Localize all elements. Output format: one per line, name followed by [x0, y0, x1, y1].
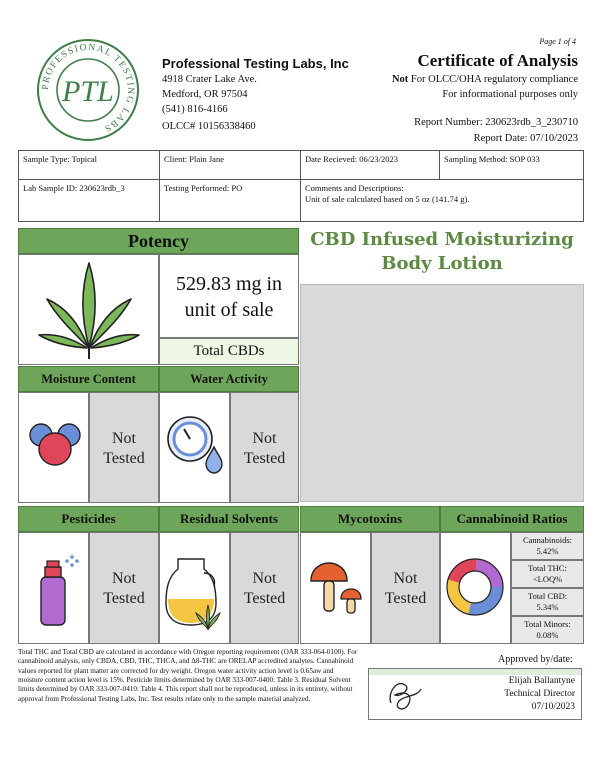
- cannabinoid-ratios-header: Cannabinoid Ratios: [440, 506, 584, 532]
- svg-text:PTL: PTL: [62, 75, 114, 108]
- ptl-logo: [36, 38, 140, 142]
- solvents-header: Residual Solvents: [159, 506, 299, 532]
- water-status-panel: [230, 392, 299, 503]
- sampling-method: Sampling Method: SOP 033: [444, 154, 540, 164]
- moisture-status-panel: [89, 392, 159, 503]
- donut-chart-icon: [441, 533, 510, 643]
- mushroom-icon: [301, 533, 370, 643]
- pesticides-header: Pesticides: [18, 506, 159, 532]
- ratio-label: Total THC:: [528, 563, 567, 573]
- potency-icon-panel: [18, 254, 159, 365]
- potency-value-panel: [159, 254, 299, 338]
- sample-type: Sample Type: Topical: [23, 154, 98, 164]
- purpose-note: For informational purposes only: [442, 89, 578, 100]
- moisture-status-line1: Not: [112, 430, 136, 447]
- document-title: Certificate of Analysis: [417, 51, 578, 70]
- molecule-icon: [19, 393, 88, 502]
- moisture-status-line2: Tested: [103, 450, 145, 467]
- sign-date: 07/10/2023: [531, 702, 575, 712]
- comments-label: Comments and Descriptions:: [305, 183, 404, 193]
- mycotoxins-header: Mycotoxins: [300, 506, 440, 532]
- pesticides-status-panel: [89, 532, 159, 644]
- ratio-label: Cannabinoids:: [522, 535, 573, 545]
- mycotoxins-status-line1: Not: [393, 570, 418, 587]
- lab-address-1: 4918 Crater Lake Ave.: [162, 74, 257, 85]
- ratios-icon-panel: [440, 532, 511, 644]
- ratio-value: 5.42%: [536, 546, 559, 557]
- ratio-value: <LOQ%: [532, 574, 563, 585]
- mycotoxins-status: [372, 569, 439, 609]
- lab-address-2: Medford, OR 97504: [162, 89, 248, 100]
- water-gauge-icon: [160, 393, 229, 502]
- product-image-placeholder: [300, 284, 584, 502]
- pesticides-icon-panel: [18, 532, 89, 644]
- date-received: Date Recieved: 06/23/2023: [305, 154, 399, 164]
- solvents-status-panel: [230, 532, 299, 644]
- water-icon-panel: [159, 392, 230, 503]
- mycotoxins-status-panel: [371, 532, 440, 644]
- pesticides-status: [90, 569, 158, 609]
- ratio-cannabinoids: [511, 532, 584, 560]
- lab-sample-id: Lab Sample ID: 230623rdb_3: [23, 183, 125, 193]
- footer-disclaimer: Total THC and Total CBD are calculated in accordance with Oregon reporting requirement (OAR 333-064-0100). For cannabinoid analysis, only CBDA, CBD, THC, THCA, and Δ8-THC are ORELAP accredited analytes. Cannabinoid values reported for plant matter are corrected for dry weight. Oregon water activity action level is 0.65aw and moisture content action level is 15%. Pesticide limits determined by OAR 333-007-0400: Table 3. Residual Solvent limits determined by OAR 333-007-0410: Table 4. This report shall not be reproduced, unless in its entirety, without approval from Professional Testing Labs, Inc. Test results relate only to the sample material analyzed.: [18, 648, 358, 703]
- compliance-note: Not For OLCC/OHA regulatory compliance: [391, 74, 578, 85]
- water-activity-header: Water Activity: [159, 366, 299, 392]
- sample-info-table: [18, 150, 584, 222]
- report-number: Report Number: 230623rdb_3_230710: [414, 117, 578, 128]
- product-name: [300, 228, 584, 284]
- potency-value-line2: unit of sale: [184, 299, 274, 321]
- ratio-total-minors: [511, 616, 584, 644]
- water-status: [231, 429, 298, 469]
- svg-text:PROFESSIONAL TESTING LABS: PROFESSIONAL TESTING LABS: [40, 42, 136, 134]
- pesticides-status-line2: Tested: [103, 590, 145, 607]
- signature-box: [368, 668, 582, 720]
- potency-label: Total CBDs: [159, 338, 299, 365]
- client: Client: Plain Jane: [164, 154, 224, 164]
- signature-band: [369, 669, 581, 675]
- comments: [301, 180, 583, 207]
- ratio-label: Total Minors:: [524, 619, 571, 629]
- ratio-value: 5.34%: [536, 602, 559, 613]
- solvents-status-line1: Not: [252, 570, 277, 587]
- product-name-line1: CBD Infused Moisturizing: [310, 229, 574, 250]
- lab-name: Professional Testing Labs, Inc: [162, 56, 349, 71]
- signer-title: Technical Director: [504, 689, 575, 699]
- ratio-total-cbd: [511, 588, 584, 616]
- moisture-header: Moisture Content: [18, 366, 159, 392]
- testing-performed: Testing Performed: PO: [164, 183, 243, 193]
- ratio-label: Total CBD:: [527, 591, 568, 601]
- pesticides-status-line1: Not: [112, 570, 136, 587]
- mycotoxins-status-line2: Tested: [384, 590, 427, 607]
- ratio-total-thc: [511, 560, 584, 588]
- potency-header: Potency: [18, 228, 299, 254]
- page-number: Page 1 of 4: [539, 37, 576, 46]
- solvents-icon-panel: [159, 532, 230, 644]
- report-date: Report Date: 07/10/2023: [473, 133, 578, 144]
- water-status-line2: Tested: [243, 450, 286, 467]
- oil-jar-icon: [160, 533, 229, 643]
- product-name-line2: Body Lotion: [381, 253, 503, 275]
- spray-bottle-icon: [19, 533, 88, 643]
- comments-text: Unit of sale calculated based on 5 oz (141.74 g).: [305, 193, 470, 204]
- potency-value: [160, 271, 298, 323]
- cannabis-leaf-icon: [19, 255, 158, 364]
- lab-olcc: OLCC# 10156338460: [162, 121, 256, 132]
- moisture-status: [90, 429, 158, 469]
- ratio-value: 0.08%: [536, 630, 559, 641]
- water-status-line1: Not: [252, 430, 277, 447]
- lab-phone: (541) 816-4166: [162, 104, 228, 115]
- moisture-icon-panel: [18, 392, 89, 503]
- potency-value-line1: 529.83 mg in: [175, 273, 283, 295]
- signature-mark: [383, 673, 427, 717]
- solvents-status-line2: Tested: [243, 590, 286, 607]
- mycotoxins-icon-panel: [300, 532, 371, 644]
- approved-label: Approved by/date:: [498, 654, 573, 665]
- signer-name: Elijah Ballantyne: [508, 676, 575, 686]
- solvents-status: [231, 569, 298, 609]
